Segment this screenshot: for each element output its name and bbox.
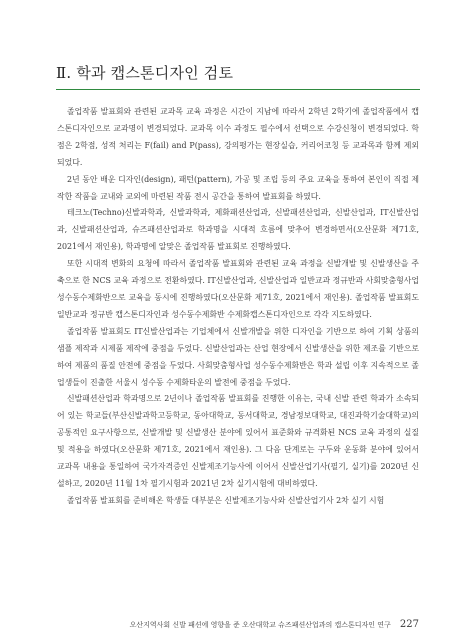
section-title: Ⅱ. 학과 캡스톤디자인 검토 bbox=[56, 64, 234, 82]
running-head: 오산지역사회 신발 패션에 영향을 준 오산대학교 슈즈패션산업과의 캡스톤디자인 연구 bbox=[129, 621, 391, 629]
page-footer bbox=[130, 612, 419, 631]
page-number: 227 bbox=[399, 619, 419, 630]
paragraph: 2년 동안 배운 디자인(design), 패턴(pattern), 가공 및 조립 등의 주요 교육을 통하여 본인이 직접 제작한 작품을 교내와 교외에 마련된 작품 전시 공간을 통하여 발표회를 하였다. bbox=[57, 174, 419, 201]
paragraph: 신발패션산업과 학과명으로 2년이나 졸업작품 발표회를 진행한 이유는, 국내 신발 관련 학과가 소속되어 있는 학교들(부산신발과학고등학교, 동아대학교, 동서대학교, 경남정보대학교, 대진과학기술대학교)의 공통적인 요구사항으로, 신발개발 및 신발생산 분야에 있어서 표준화와 규격화된 NCS 교육 과정의 실질 및 적용을 하였다(오산문화 제71호, 2021에서 재인용). 그 다음 단계로는 구두와 운동화 분야에 있어서 교과목 내용을 통일하여 국가자격증인 신발제조기능사에 이어서 신발산업기사(필기, 실기)를 2020년 신설하고, 2020년 11월 1차 필기시험과 2021년 2차 실기시험에 대비하였다. bbox=[57, 394, 419, 488]
paragraph: 졸업작품 발표회와 관련된 교과목 교육 과정은 시간이 지남에 따라서 2학년 2학기에 졸업작품에서 캡스톤디자인으로 교과명이 변경되었다. 교과목 이수 과정도 필수에서 선택으로 수강신청이 변경되었다. 학점은 2학점, 성적 처리는 F(fail) and P(pass), 강의평가는 현장실습, 커리어코칭 등 교과목과 함께 제외되었다. bbox=[57, 107, 419, 167]
paragraph: 또한 시대적 변화의 요청에 따라서 졸업작품 발표회와 관련된 교육 과정을 신발개발 및 신발생산을 주축으로 한 NCS 교육 과정으로 전환하였다. IT신발산업과, 신발산업과 일반교과 정규반과 사회맞춤형사업 성수동수제화반으로 교육을 동시에 진행하였다(오산문화 제71호, 2021에서 재인용). 졸업작품 발표회도 일반교과 정규반 캡스톤디자인과 성수동수제화반 수제화캡스톤디자인으로 각각 지도하였다. bbox=[57, 259, 419, 319]
paragraph: 테크노(Techno)신발과학과, 신발과학과, 제화패션산업과, 신발패션산업과, 신발산업과, IT신발산업과, 신발패션산업과, 슈즈패션산업과로 학과명을 시대적 흐름에 맞추어 변경하면서(오산문화 제71호, 2021에서 재인용), 학과명에 알맞은 졸업작품 발표회로 진행하였다. bbox=[57, 208, 419, 252]
paragraph: 졸업작품 발표회를 준비해온 학생들 대부분은 신발제조기능사와 신발산업기사 2차 실기 시험 bbox=[67, 495, 385, 505]
title-underline-rule bbox=[56, 89, 420, 90]
paragraph: 졸업작품 발표회도 IT신발산업과는 기업체에서 신발개발을 위한 디자인을 기반으로 하여 기획 상품의 샘플 제작과 시제품 제작에 중점을 두었다. 신발산업과는 산업 현장에서 신발생산을 위한 제조를 기반으로 하여 제품의 품질 안전에 중점을 두었다. 사회맞춤형사업 성수동수제화반은 학과 설립 이후 지속적으로 졸업생들이 진출한 서울시 성수동 수제화타운의 발전에 중점을 두었다. bbox=[57, 326, 419, 387]
body-text bbox=[57, 104, 419, 510]
